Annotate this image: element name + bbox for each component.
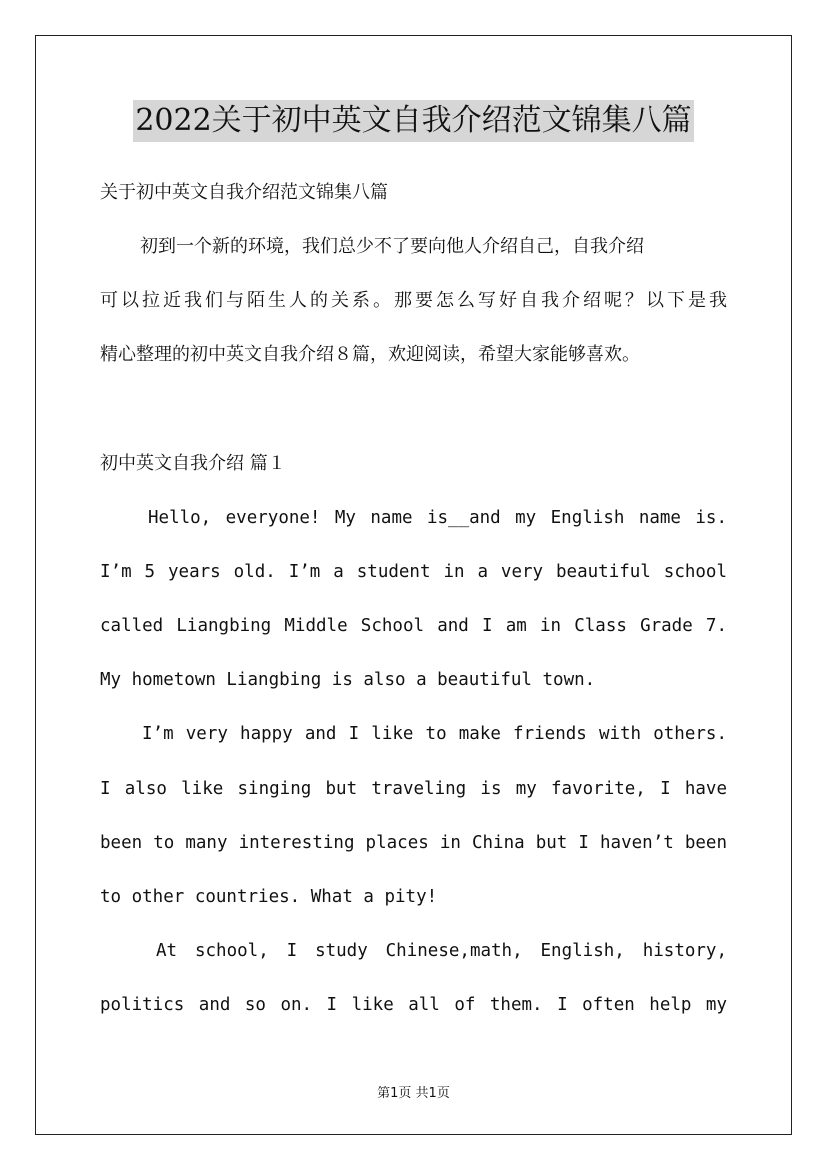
intro-line-1: 初到一个新的环境，我们总少不了要向他人介绍自己，自我介绍 [140, 236, 644, 257]
intro-line-2: 可以拉近我们与陌生人的关系。那要怎么写好自我介绍呢？以下是我 [100, 290, 727, 311]
paragraph1-line-2: I’m 5 years old. I’m a student in a very beautiful school [100, 562, 727, 582]
paragraph3-line-2: politics and so on. I like all of them. I often help my [100, 995, 727, 1015]
document-title: 2022关于初中英文自我介绍范文锦集八篇 [133, 100, 693, 142]
paragraph3-line-1: At school, I study Chinese,math, English, history, [156, 941, 727, 961]
paragraph1-line-4: My hometown Liangbing is also a beautiful town. [100, 670, 596, 690]
paragraph1-line-1: Hello, everyone! My name is__and my English name is. [148, 508, 727, 528]
paragraph2-line-2: I also like singing but traveling is my favorite, I have [100, 779, 727, 799]
paragraph2-line-4: to other countries. What a pity! [100, 887, 438, 907]
paragraph1-line-3: called Liangbing Middle School and I am in Class Grade 7. [100, 616, 727, 636]
title-container [0, 100, 827, 142]
intro-line-3: 精心整理的初中英文自我介绍８篇，欢迎阅读，希望大家能够喜欢。 [100, 344, 640, 365]
paragraph2-line-3: been to many interesting places in China but I haven’t been [100, 833, 727, 853]
page-footer: 第1页 共1页 [377, 1086, 450, 1101]
paragraph2-line-1: I’m very happy and I like to make friends with others. [142, 724, 727, 744]
document-subtitle: 关于初中英文自我介绍范文锦集八篇 [100, 182, 388, 203]
section-heading: 初中英文自我介绍 篇１ [100, 453, 286, 474]
